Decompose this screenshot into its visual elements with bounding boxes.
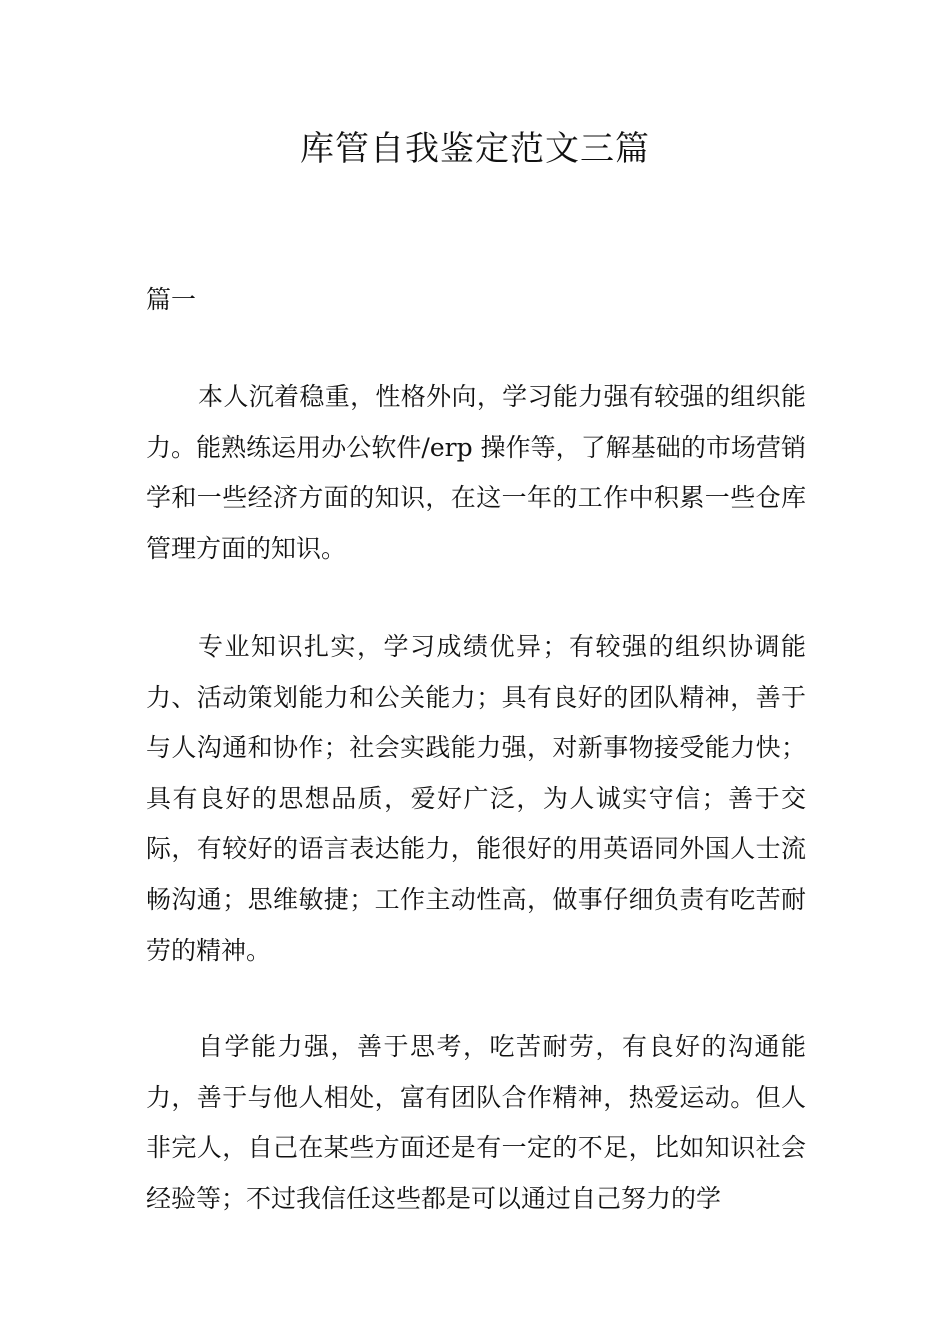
paragraph-2: 专业知识扎实，学习成绩优异；有较强的组织协调能力、活动策划能力和公关能力；具有良好的团队精神，善于与人沟通和协作；社会实践能力强，对新事物接受能力快；具有良好的思想品质，爱好广泛，为人诚实守信；善于交际，有较好的语言表达能力，能很好的用英语同外国人士流畅沟通；思维敏捷；工作主动性高，做事仔细负责有吃苦耐劳的精神。: [146, 632, 806, 965]
paragraph-1: 本人沉着稳重，性格外向，学习能力强有较强的组织能力。能熟练运用办公软件/erp 操作等，了解基础的市场营销学和一些经济方面的知识，在这一年的工作中积累一些仓库管理方面的知识。: [146, 382, 806, 563]
paragraph-3: 自学能力强，善于思考，吃苦耐劳，有良好的沟通能力，善于与他人相处，富有团队合作精神，热爱运动。但人非完人，自己在某些方面还是有一定的不足，比如知识社会经验等；不过我信任这些都是可以通过自己努力的学: [146, 1032, 806, 1213]
document-title: 库管自我鉴定范文三篇: [300, 129, 650, 169]
section-label: 篇一: [146, 285, 197, 314]
